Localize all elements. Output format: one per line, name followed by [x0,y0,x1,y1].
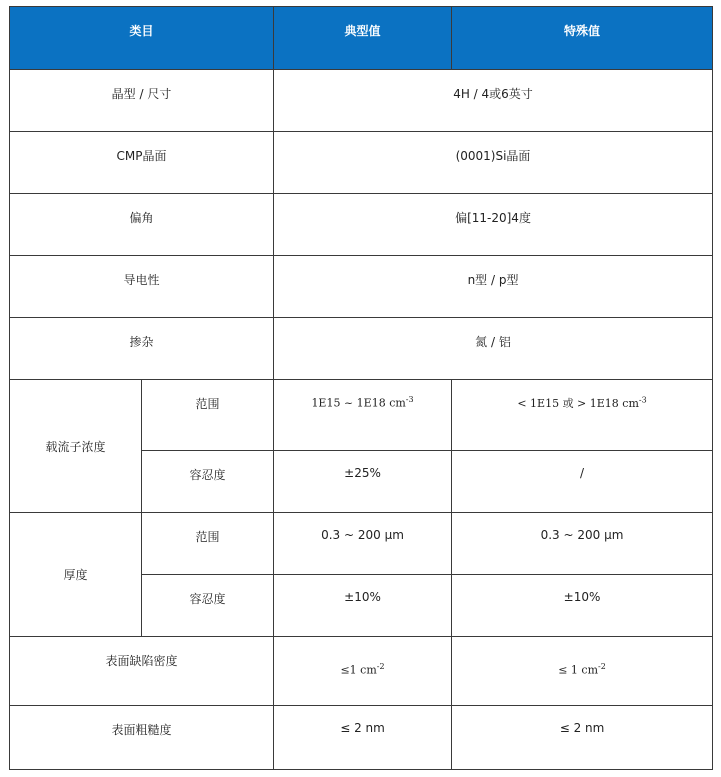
carrier-range-label: 范围 [142,380,274,450]
doping-label: 掺杂 [10,318,274,380]
cmp-value: (0001)Si晶面 [274,132,713,194]
row-doping [10,318,713,380]
roughness-typical: ≤ 2 nm [274,705,452,769]
row-polytype [10,70,713,132]
offcut-value: 偏[11-20]4度 [274,194,713,256]
defect-special-value: ≤ 1 cm [558,663,599,677]
thickness-range-typical: 0.3 ~ 200 μm [274,512,452,574]
carrier-tolerance-label: 容忍度 [142,450,274,512]
carrier-range-typical [274,380,452,450]
header-typical: 典型值 [274,7,452,70]
header-special: 特殊值 [452,7,713,70]
carrier-tolerance-typical: ±25% [274,450,452,512]
roughness-label: 表面粗糙度 [10,705,274,769]
defect-typical-exp: -2 [376,661,385,671]
conductivity-label: 导电性 [10,256,274,318]
row-offcut [10,194,713,256]
row-thickness-range [10,512,713,574]
roughness-special: ≤ 2 nm [452,705,713,769]
spec-table [9,6,713,770]
carrier-range-typical-text: 1E15 ~ 1E18 cm [311,397,406,411]
doping-value: 氮 / 铝 [274,318,713,380]
thickness-tolerance-special: ±10% [452,574,713,636]
carrier-label: 载流子浓度 [10,380,142,512]
carrier-range-special [452,380,713,450]
row-cmp [10,132,713,194]
defect-typical-value: ≤1 cm [340,663,377,677]
defect-special [452,636,713,705]
row-roughness [10,705,713,769]
defect-typical [274,636,452,705]
cmp-label: CMP晶面 [10,132,274,194]
carrier-range-typical-exp: -3 [405,395,414,405]
offcut-label: 偏角 [10,194,274,256]
header-row [10,7,713,70]
thickness-tolerance-label: 容忍度 [142,574,274,636]
row-conductivity [10,256,713,318]
polytype-value: 4H / 4或6英寸 [274,70,713,132]
row-defect [10,636,713,705]
carrier-range-special-text: < 1E15 或 > 1E18 cm [517,397,639,411]
defect-special-exp: -2 [598,661,606,671]
carrier-range-special-exp: -3 [638,395,647,405]
header-category: 类目 [10,7,274,70]
carrier-tolerance-special: / [452,450,713,512]
thickness-range-special: 0.3 ~ 200 μm [452,512,713,574]
thickness-tolerance-typical: ±10% [274,574,452,636]
polytype-label: 晶型 / 尺寸 [10,70,274,132]
conductivity-value: n型 / p型 [274,256,713,318]
defect-label: 表面缺陷密度 [10,636,274,705]
row-carrier-range [10,380,713,450]
thickness-label: 厚度 [10,512,142,636]
thickness-range-label: 范围 [142,512,274,574]
defect-typical-text [340,652,384,677]
defect-special-text [558,652,606,677]
